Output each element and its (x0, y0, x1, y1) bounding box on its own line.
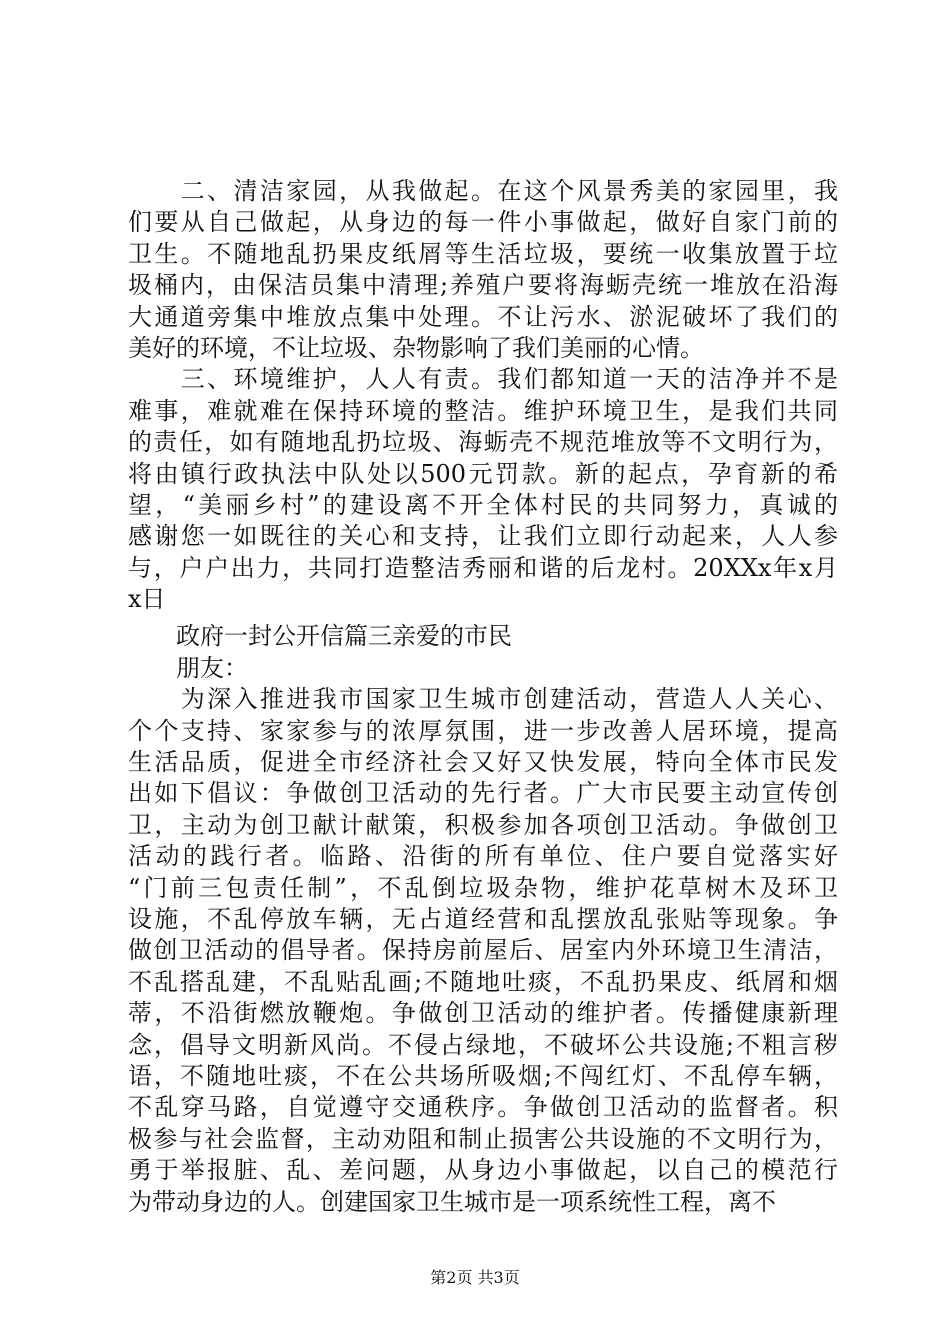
text-line: 语，不随地吐痰，不在公共场所吸烟;不闯红灯、不乱停车辆， (128, 1061, 838, 1090)
document-body (128, 176, 838, 1218)
text-line: 与，户户出力，共同打造整洁秀丽和谐的后龙村。20XXx年x月 (128, 553, 838, 582)
text-line: 做创卫活动的倡导者。保持房前屋后、居室内外环境卫生清洁， (128, 936, 838, 965)
text-line: 感谢您一如既往的关心和支持，让我们立即行动起来，人人参 (128, 522, 838, 551)
text-line: 圾桶内，由保洁员集中清理;养殖户要将海蛎壳统一堆放在沿海 (128, 271, 838, 300)
text-line: 卫生。不随地乱扔果皮纸屑等生活垃圾，要统一收集放置于垃 (128, 239, 838, 268)
text-line: 难事，难就难在保持环境的整洁。维护环境卫生，是我们共同 (128, 396, 838, 425)
text-line: 将由镇行政执法中队处以500元罚款。新的起点，孕育新的希 (128, 459, 838, 488)
text-line: 不乱穿马路，自觉遵守交通秩序。争做创卫活动的监督者。积 (128, 1093, 838, 1122)
text-line: 为深入推进我市国家卫生城市创建活动，营造人人关心、 (128, 685, 838, 714)
text-line: 勇于举报脏、乱、差问题，从身边小事做起，以自己的模范行 (128, 1156, 838, 1185)
text-line: 个个支持、家家参与的浓厚氛围，进一步改善人居环境，提高 (128, 716, 838, 745)
text-line: 美好的环境，不让垃圾、杂物影响了我们美丽的心情。 (128, 333, 704, 362)
paragraph-proposal (128, 684, 838, 1218)
paragraph-title (128, 621, 838, 652)
paragraph-salutation (128, 653, 838, 684)
text-line: 为带动身边的人。创建国家卫生城市是一项系统性工程，离不 (128, 1187, 776, 1216)
text-line: 三、环境维护，人人有责。我们都知道一天的洁净并不是 (128, 365, 838, 394)
paragraph-clean-home (128, 176, 838, 364)
text-line: 二、清洁家园，从我做起。在这个风景秀美的家园里，我 (128, 177, 838, 205)
text-line: 活动的践行者。临路、沿街的所有单位、住户要自觉落实好 (128, 842, 838, 871)
text-line: 卫，主动为创卫献计献策，积极参加各项创卫活动。争做创卫 (128, 810, 838, 839)
text-line: 不乱搭乱建，不乱贴乱画;不随地吐痰，不乱扔果皮、纸屑和烟 (128, 967, 838, 996)
text-line: 设施，不乱停放车辆，无占道经营和乱摆放乱张贴等现象。争 (128, 904, 838, 933)
text-line: 望，“美丽乡村”的建设离不开全体村民的共同努力，真诚的 (128, 490, 838, 519)
text-line: 大通道旁集中堆放点集中处理。不让污水、淤泥破坏了我们的 (128, 302, 838, 331)
text-line: 生活品质，促进全市经济社会又好又快发展，特向全体市民发 (128, 748, 838, 777)
text-line: 的责任，如有随地乱扔垃圾、海蛎壳不规范堆放等不文明行为， (128, 428, 838, 457)
text-line: 出如下倡议：争做创卫活动的先行者。广大市民要主动宣传创 (128, 779, 838, 808)
text-line: “门前三包责任制”，不乱倒垃圾杂物，维护花草树木及环卫 (128, 873, 838, 902)
text-line: 们要从自己做起，从身边的每一件小事做起，做好自家门前的 (128, 208, 838, 237)
text-line: 蒂，不沿街燃放鞭炮。争做创卫活动的维护者。传播健康新理 (128, 999, 838, 1028)
text-line: 念，倡导文明新风尚。不侵占绿地，不破坏公共设施;不粗言秽 (128, 1030, 838, 1059)
text-line: 政府一封公开信篇三亲爱的市民 (128, 622, 512, 651)
text-line: 朋友： (128, 653, 248, 682)
text-line: 极参与社会监督，主动劝阻和制止损害公共设施的不文明行为， (128, 1124, 838, 1153)
page-footer: 第2页 共3页 (430, 1268, 520, 1287)
paragraph-environment (128, 364, 838, 615)
text-line: x日 (128, 585, 166, 614)
